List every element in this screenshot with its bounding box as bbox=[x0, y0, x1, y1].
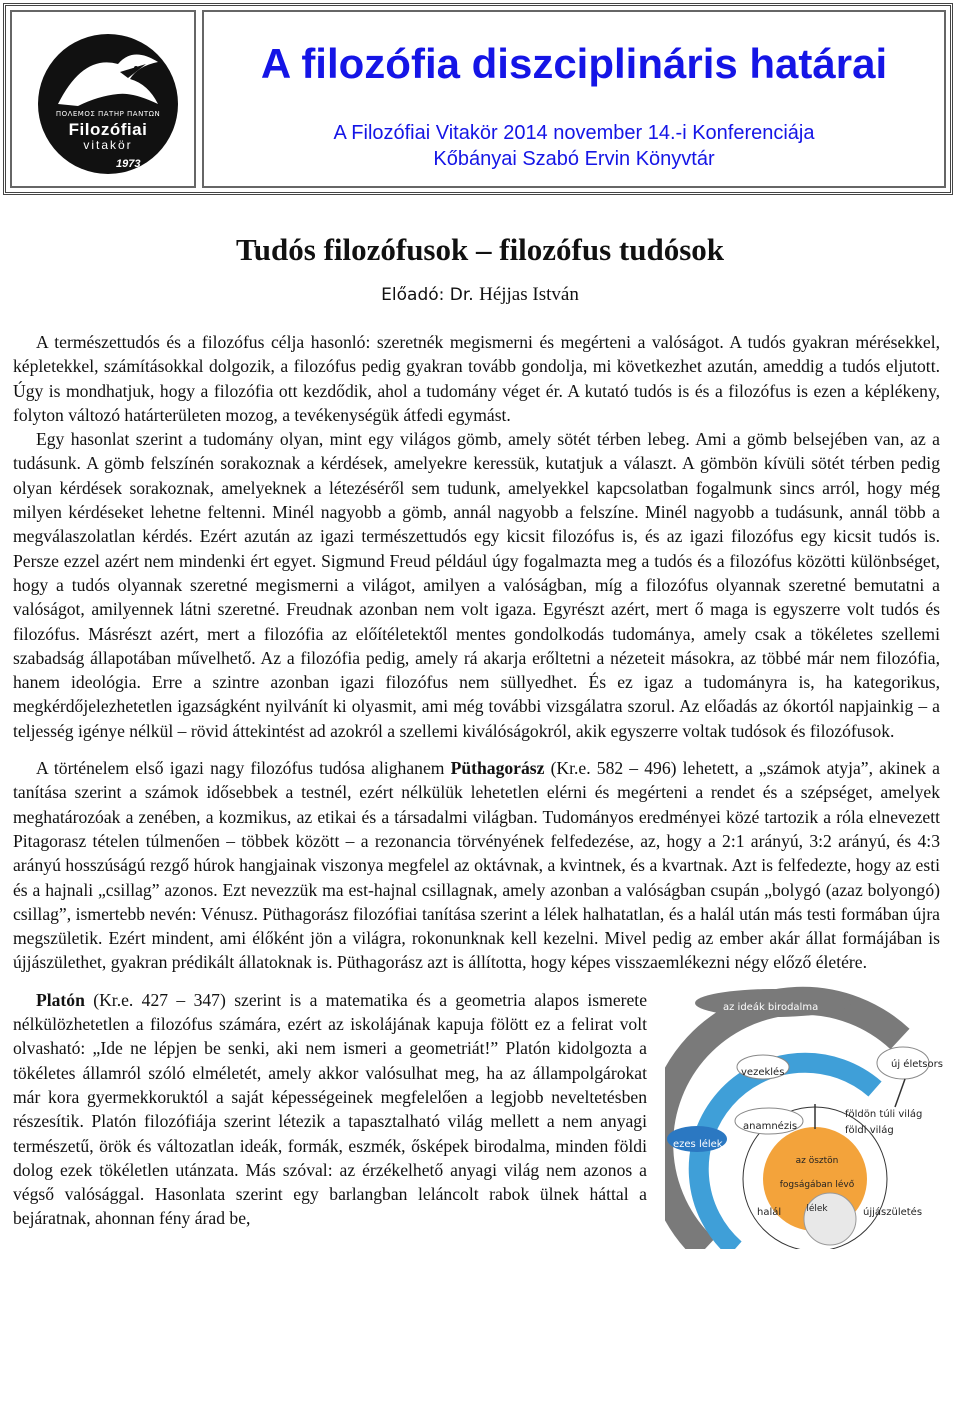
talk-title: Tudós filozófusok – filozófus tudósok bbox=[235, 232, 725, 267]
logo-motto: ΠΟΛΕΜΟΣ ΠΑΤΗΡ ΠΑΝΤΩΝ bbox=[55, 110, 161, 118]
soul-cycle-figure bbox=[665, 979, 943, 1249]
conference-venue: Kőbányai Szabó Ervin Könyvtár bbox=[433, 148, 715, 170]
speaker-label: Előadó: Dr. bbox=[381, 285, 474, 305]
paragraph-intro: A természettudós és a filozófus célja hasonló: szeretnék megismerni és megérteni a valóságot. A tudós gyakran mérésekkel, képletekkel, számításokkal dolgozik, a filozófus pedig gyakran tovább gondolja, mi következhet azután, ameddig a tudós eljutott. Úgy is mondhatjuk, hogy a filozófia ott kezdődik, ahol a tudomány véget ér. A kutató tudós is és a filozófus is ezen a képlékeny, folyton változó határterületen mozog, a tevékenységük átfedi egymást. bbox=[13, 332, 940, 425]
conference-title: A filozófia diszciplináris határai bbox=[260, 40, 888, 87]
label-choice: vezeklés bbox=[741, 1066, 785, 1078]
label-anamnesis: anamnézis bbox=[743, 1120, 798, 1132]
label-earthly: földi világ bbox=[845, 1124, 894, 1136]
title-cell bbox=[202, 10, 946, 188]
label-death: halál bbox=[757, 1206, 782, 1218]
speaker-name: Héjjas István bbox=[479, 284, 579, 305]
header-box bbox=[3, 3, 953, 195]
label-new-life: új életsors bbox=[891, 1058, 943, 1070]
label-ideas: az ideák birodalma bbox=[723, 1001, 819, 1013]
logo-year: 1973 bbox=[116, 158, 141, 170]
logo-cell bbox=[10, 10, 196, 188]
pythagoras-name: Püthagorász bbox=[450, 758, 545, 779]
logo-name: Filozófiai bbox=[68, 120, 148, 139]
label-beyond: földön túli világ bbox=[845, 1108, 923, 1120]
conference-subtitle: A Filozófiai Vitakör 2014 november 14.-i Konferenciája bbox=[333, 122, 815, 144]
pterodactyl-icon bbox=[38, 34, 178, 174]
label-rebirth: újjászületés bbox=[863, 1206, 923, 1218]
logo-emblem bbox=[38, 34, 178, 174]
article-body bbox=[13, 330, 943, 1249]
paragraph-pythagoras: A történelem első igazi nagy filozófus tudósa alighanem Püthagorász (Kr.e. 582 – 496) lehetett, a „számok atyja”, akinek a tanítása szerint a számok idősebbek a testnél, ezért nélkülük lehetetlen elérni és megérteni a rendet és a szépséget, amelyek meghatározóak a zenében, a kozmikus, az etikai és a társadalmi világban. Tudományos eredményei közé tartozik a róla elnevezett Pitagorasz tételen túlmenően – többek között – a rezonancia törvényének felfedezése, az, hogy a 2:1 arányú, 3:2 arányú, és 4:3 arányú hosszúságú rezgő húrok hangjainak viszonya megfelel az oktávnak, a kvintnek, és a kvartnak. Azt is felfedezte, hogy az esti és a hajnali „csillag” azonos. Ezt nevezzük ma est-hajnal csillagnak, amely azonban a valóságban csupán „bolygó (azaz bolyongó) csillag”, ismertebb nevén: Vénusz. Püthagorász filozófiai tanítása szerint a lélek halhatatlan, és a halál után más testi formában újra megszületik. Ezért mindent, ami élőként jön a világra, rokonunknak kell kezelni. Mivel pedig az ember akár állat formájában is újjászülethet, gyakran prédikált állatoknak is. Püthagorász azt is állította, hogy képes visszaemlékezni négy előző életére. bbox=[13, 758, 940, 973]
speaker-line bbox=[0, 284, 960, 306]
logo-sub: vitakör bbox=[83, 138, 133, 152]
label-soul: ezes lélek bbox=[673, 1138, 723, 1150]
label-rebirth-urge: az ösztön fogságában lévő lélek bbox=[779, 1155, 855, 1215]
paragraph-plato: Platón (Kr.e. 427 – 347) szerint is a matematika és a geometria alapos ismerete nélkülözhetetlen a filozófus számára, ezért az iskolájának kapuja fölött ez a felirat volt olvasható: „Ide ne lépjen be senki, aki nem ismeri a geometriát!” Platón kidolgozta a tökéletes államról szóló elméletét, amely akkor valósulhat meg, ha az állampolgárokat már kora gyermekkoruktól a saját képességeinek megfelelően a legjobb neveltetésben részesítik. Platón filozófiája szerint létezik a tapasztalható világ mellett a nem anyagi természetű, örök és változatlan ideák, formák, eszmék, ősképek birodalma, minden földi dolog ezek tökéletlen utánzata. Más szóval: az érzékelhető anyagi világ nem azonos a végső valósággal. Hasonlata szerint egy barlangban leláncolt rabok ülnek háttal a bejáratnak, ahonnan fény árad be, bbox=[13, 989, 647, 1229]
paragraph-analogy: Egy hasonlat szerint a tudomány olyan, mint egy világos gömb, amely sötét térben lebeg. Ami a gömb belsejében van, az a tudásunk. A gömb felszínén sorakoznak a kérdések, amelyekre keressük, kutatjuk a választ. A gömbön kívüli sötét térben pedig olyan kérdések sorakoznak, amelyeknek a létezéséről sem tudunk, amelyekkel kapcsolatban fogalmunk sincs arról, hogy még milyen kérdéseket lehetne feltenni. Minél nagyobb a gömb, annál nagyobb a felszíne. Minél nagyobb a tudásunk, annál több a megválaszolatlan kérdés. Ezért azután az igazi természettudós egy kicsit filozófus is, és az igazi filozófus egy kicsit tudós is. Persze ezzel azért nem mindenki ért egyet. Sigmund Freud például úgy fogalmazta meg a tudós és a filozófus közötti különbséget, hogy a tudós olyannak szeretné megismerni a világot, amilyen a valóságban, míg a filozófus olyannak szeretné bemutatni a valóságot, amilyennek látni szeretné. Freudnak azonban nem volt igaza. Egyrészt azért, mert ő maga is egyszerre volt tudós és filozófus. Másrészt azért, mert a filozófia az előítéletektől mentes gondolkodás tudománya, amely csak a tökéletes szellemi szabadság állapotában művelhető. Az a filozófia pedig, amely rá akarja erőltetni a nézeteit másokra, az többé már nem filozófia, hanem ideológia. Erre a szintre azonban igazi filozófus nem süllyedhet. És ez igaz a tudományra is, ha kategorikus, megkérdőjelezhetetlen igazságként nyilvánít ki olyasmit, ami még további vizsgálatra szorul. Az előadás az ókortól napjainkig – a teljesség igénye nélkül – rövid áttekintést ad azokról a szellemi kiválóságokról, akik egyszerre voltak tudósok és filozófusok. bbox=[13, 429, 940, 741]
plato-name: Platón bbox=[36, 989, 85, 1010]
